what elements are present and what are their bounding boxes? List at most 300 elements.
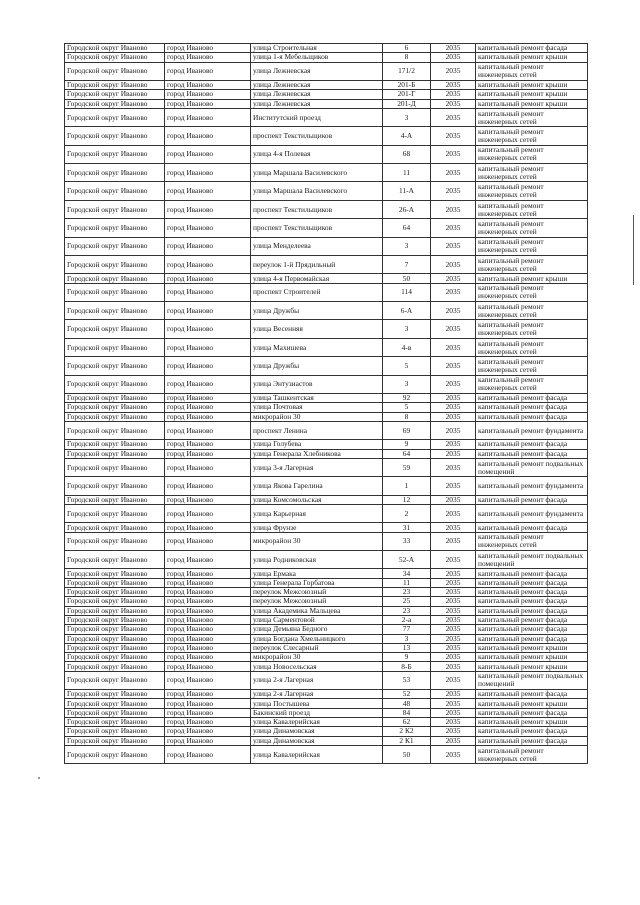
- year-cell: 2035: [431, 532, 476, 550]
- settlement-cell: город Иваново: [165, 458, 251, 476]
- settlement-cell: город Иваново: [165, 99, 251, 108]
- year-cell: 2035: [431, 164, 476, 182]
- street-cell: улица Фрунзе: [251, 523, 383, 532]
- year-cell: 2035: [431, 653, 476, 662]
- work-type-cell: капитальный ремонт подвальных помещений: [476, 458, 588, 476]
- municipality-cell: Городской округ Иваново: [65, 53, 165, 62]
- year-cell: 2035: [431, 690, 476, 699]
- house-number-cell: 50: [383, 745, 431, 763]
- year-cell: 2035: [431, 302, 476, 320]
- year-cell: 2035: [431, 523, 476, 532]
- municipality-cell: Городской округ Иваново: [65, 615, 165, 624]
- house-number-cell: 2: [383, 504, 431, 522]
- street-cell: переулок Межсоюзный: [251, 597, 383, 606]
- house-number-cell: 6: [383, 44, 431, 53]
- settlement-cell: город Иваново: [165, 662, 251, 671]
- municipality-cell: Городской округ Иваново: [65, 357, 165, 375]
- table-row: [65, 145, 588, 163]
- work-type-cell: капитальный ремонт инженерных сетей: [476, 182, 588, 200]
- work-type-cell: капитальный ремонт фасада: [476, 449, 588, 458]
- house-number-cell: 11: [383, 164, 431, 182]
- year-cell: 2035: [431, 495, 476, 504]
- settlement-cell: город Иваново: [165, 320, 251, 338]
- street-cell: улица Дружбы: [251, 302, 383, 320]
- settlement-cell: город Иваново: [165, 62, 251, 80]
- table-row: [65, 338, 588, 356]
- house-number-cell: 33: [383, 532, 431, 550]
- municipality-cell: Городской округ Иваново: [65, 108, 165, 126]
- work-type-cell: капитальный ремонт крыши: [476, 699, 588, 708]
- work-type-cell: капитальный ремонт фасада: [476, 597, 588, 606]
- year-cell: 2035: [431, 357, 476, 375]
- street-cell: микрорайон 30: [251, 653, 383, 662]
- settlement-cell: город Иваново: [165, 357, 251, 375]
- table-row: [65, 708, 588, 717]
- municipality-cell: Городской округ Иваново: [65, 634, 165, 643]
- year-cell: 2035: [431, 421, 476, 439]
- table-row: [65, 625, 588, 634]
- work-type-cell: капитальный ремонт инженерных сетей: [476, 302, 588, 320]
- year-cell: 2035: [431, 53, 476, 62]
- table-row: [65, 727, 588, 736]
- house-number-cell: 7: [383, 256, 431, 274]
- settlement-cell: город Иваново: [165, 108, 251, 126]
- document-page: [64, 43, 587, 764]
- table-row: [65, 237, 588, 255]
- work-type-cell: капитальный ремонт фасада: [476, 495, 588, 504]
- house-number-cell: 2 К1: [383, 736, 431, 745]
- municipality-cell: Городской округ Иваново: [65, 219, 165, 237]
- house-number-cell: 4-А: [383, 127, 431, 145]
- municipality-cell: Городской округ Иваново: [65, 440, 165, 449]
- house-number-cell: 201-Д: [383, 99, 431, 108]
- street-cell: улица Академика Мальцева: [251, 606, 383, 615]
- table-row: [65, 90, 588, 99]
- work-type-cell: капитальный ремонт фасада: [476, 606, 588, 615]
- settlement-cell: город Иваново: [165, 615, 251, 624]
- work-type-cell: капитальный ремонт инженерных сетей: [476, 200, 588, 218]
- year-cell: 2035: [431, 338, 476, 356]
- street-cell: Институтский проезд: [251, 108, 383, 126]
- street-cell: улица Лежневская: [251, 90, 383, 99]
- street-cell: улица Голубева: [251, 440, 383, 449]
- street-cell: улица Сарментовой: [251, 615, 383, 624]
- work-type-cell: капитальный ремонт фасада: [476, 690, 588, 699]
- table-row: [65, 643, 588, 652]
- year-cell: 2035: [431, 643, 476, 652]
- year-cell: 2035: [431, 394, 476, 403]
- house-number-cell: 48: [383, 699, 431, 708]
- year-cell: 2035: [431, 625, 476, 634]
- municipality-cell: Городской округ Иваново: [65, 495, 165, 504]
- house-number-cell: 53: [383, 671, 431, 689]
- municipality-cell: Городской округ Иваново: [65, 625, 165, 634]
- year-cell: 2035: [431, 708, 476, 717]
- municipality-cell: Городской округ Иваново: [65, 44, 165, 53]
- work-type-cell: капитальный ремонт крыши: [476, 80, 588, 89]
- year-cell: 2035: [431, 736, 476, 745]
- table-row: [65, 44, 588, 53]
- table-row: [65, 458, 588, 476]
- street-cell: улица Лежневская: [251, 80, 383, 89]
- settlement-cell: город Иваново: [165, 578, 251, 587]
- street-cell: улица Якова Гарелина: [251, 477, 383, 495]
- year-cell: 2035: [431, 569, 476, 578]
- municipality-cell: Городской округ Иваново: [65, 671, 165, 689]
- street-cell: улица Демьяна Бедного: [251, 625, 383, 634]
- settlement-cell: город Иваново: [165, 727, 251, 736]
- settlement-cell: город Иваново: [165, 421, 251, 439]
- house-number-cell: 9: [383, 440, 431, 449]
- house-number-cell: 23: [383, 588, 431, 597]
- year-cell: 2035: [431, 200, 476, 218]
- settlement-cell: город Иваново: [165, 736, 251, 745]
- house-number-cell: 2 К2: [383, 727, 431, 736]
- work-type-cell: капитальный ремонт инженерных сетей: [476, 219, 588, 237]
- settlement-cell: город Иваново: [165, 53, 251, 62]
- table-row: [65, 394, 588, 403]
- work-type-cell: капитальный ремонт фундамента: [476, 504, 588, 522]
- house-number-cell: 84: [383, 708, 431, 717]
- municipality-cell: Городской округ Иваново: [65, 736, 165, 745]
- year-cell: 2035: [431, 108, 476, 126]
- settlement-cell: город Иваново: [165, 504, 251, 522]
- street-cell: проспект Текстильщиков: [251, 200, 383, 218]
- municipality-cell: Городской округ Иваново: [65, 80, 165, 89]
- municipality-cell: Городской округ Иваново: [65, 449, 165, 458]
- table-row: [65, 671, 588, 689]
- year-cell: 2035: [431, 606, 476, 615]
- settlement-cell: город Иваново: [165, 671, 251, 689]
- table-row: [65, 256, 588, 274]
- settlement-cell: город Иваново: [165, 440, 251, 449]
- house-number-cell: 5: [383, 357, 431, 375]
- work-type-cell: капитальный ремонт инженерных сетей: [476, 283, 588, 301]
- year-cell: 2035: [431, 320, 476, 338]
- work-type-cell: капитальный ремонт фасада: [476, 727, 588, 736]
- work-type-cell: капитальный ремонт инженерных сетей: [476, 320, 588, 338]
- municipality-cell: Городской округ Иваново: [65, 504, 165, 522]
- table-row: [65, 449, 588, 458]
- table-row: [65, 523, 588, 532]
- settlement-cell: город Иваново: [165, 532, 251, 550]
- street-cell: улица Весенняя: [251, 320, 383, 338]
- work-type-cell: капитальный ремонт инженерных сетей: [476, 145, 588, 163]
- municipality-cell: Городской округ Иваново: [65, 578, 165, 587]
- table-row: [65, 477, 588, 495]
- table-row: [65, 532, 588, 550]
- street-cell: улица Динамовская: [251, 727, 383, 736]
- settlement-cell: город Иваново: [165, 80, 251, 89]
- house-number-cell: 8: [383, 53, 431, 62]
- table-row: [65, 302, 588, 320]
- work-type-cell: капитальный ремонт инженерных сетей: [476, 375, 588, 393]
- work-type-cell: капитальный ремонт инженерных сетей: [476, 237, 588, 255]
- table-row: [65, 375, 588, 393]
- table-row: [65, 718, 588, 727]
- municipality-cell: Городской округ Иваново: [65, 200, 165, 218]
- year-cell: 2035: [431, 615, 476, 624]
- house-number-cell: 92: [383, 394, 431, 403]
- year-cell: 2035: [431, 62, 476, 80]
- settlement-cell: город Иваново: [165, 718, 251, 727]
- table-row: [65, 653, 588, 662]
- house-number-cell: 201-Г: [383, 90, 431, 99]
- house-number-cell: 50: [383, 274, 431, 283]
- table-row: [65, 53, 588, 62]
- work-type-cell: капитальный ремонт крыши: [476, 90, 588, 99]
- municipality-cell: Городской округ Иваново: [65, 283, 165, 301]
- settlement-cell: город Иваново: [165, 449, 251, 458]
- work-type-cell: капитальный ремонт фасада: [476, 615, 588, 624]
- table-row: [65, 182, 588, 200]
- table-row: [65, 99, 588, 108]
- table-row: [65, 662, 588, 671]
- street-cell: улица Ермака: [251, 569, 383, 578]
- year-cell: 2035: [431, 90, 476, 99]
- house-number-cell: 25: [383, 597, 431, 606]
- municipality-cell: Городской округ Иваново: [65, 145, 165, 163]
- street-cell: улица 1-я Мебельщиков: [251, 53, 383, 62]
- year-cell: 2035: [431, 274, 476, 283]
- settlement-cell: город Иваново: [165, 182, 251, 200]
- settlement-cell: город Иваново: [165, 145, 251, 163]
- house-number-cell: 69: [383, 421, 431, 439]
- year-cell: 2035: [431, 458, 476, 476]
- year-cell: 2035: [431, 375, 476, 393]
- street-cell: улица 3-я Лагерная: [251, 458, 383, 476]
- municipality-cell: Городской округ Иваново: [65, 699, 165, 708]
- work-type-cell: капитальный ремонт крыши: [476, 718, 588, 727]
- settlement-cell: город Иваново: [165, 375, 251, 393]
- house-number-cell: 4-в: [383, 338, 431, 356]
- house-number-cell: 13: [383, 643, 431, 652]
- work-type-cell: капитальный ремонт фасада: [476, 736, 588, 745]
- work-type-cell: капитальный ремонт инженерных сетей: [476, 745, 588, 763]
- municipality-cell: Городской округ Иваново: [65, 375, 165, 393]
- settlement-cell: город Иваново: [165, 606, 251, 615]
- table-row: [65, 62, 588, 80]
- municipality-cell: Городской округ Иваново: [65, 237, 165, 255]
- municipality-cell: Городской округ Иваново: [65, 532, 165, 550]
- work-type-cell: капитальный ремонт подвальных помещений: [476, 551, 588, 569]
- street-cell: улица Строительная: [251, 44, 383, 53]
- street-cell: улица Лежневская: [251, 99, 383, 108]
- municipality-cell: Городской округ Иваново: [65, 164, 165, 182]
- settlement-cell: город Иваново: [165, 274, 251, 283]
- scan-edge-mark: [633, 215, 634, 285]
- settlement-cell: город Иваново: [165, 403, 251, 412]
- table-row: [65, 440, 588, 449]
- year-cell: 2035: [431, 127, 476, 145]
- municipality-cell: Городской округ Иваново: [65, 523, 165, 532]
- table-row: [65, 606, 588, 615]
- municipality-cell: Городской округ Иваново: [65, 718, 165, 727]
- settlement-cell: город Иваново: [165, 412, 251, 421]
- house-number-cell: 2-а: [383, 615, 431, 624]
- house-number-cell: 1: [383, 477, 431, 495]
- table-row: [65, 551, 588, 569]
- municipality-cell: Городской округ Иваново: [65, 745, 165, 763]
- municipality-cell: Городской округ Иваново: [65, 597, 165, 606]
- table-row: [65, 127, 588, 145]
- municipality-cell: Городской округ Иваново: [65, 256, 165, 274]
- table-row: [65, 634, 588, 643]
- municipality-cell: Городской округ Иваново: [65, 338, 165, 356]
- settlement-cell: город Иваново: [165, 597, 251, 606]
- street-cell: улица 2-я Лагерная: [251, 690, 383, 699]
- year-cell: 2035: [431, 256, 476, 274]
- settlement-cell: город Иваново: [165, 200, 251, 218]
- street-cell: улица Динамовская: [251, 736, 383, 745]
- street-cell: улица Богдана Хмельницкого: [251, 634, 383, 643]
- street-cell: улица Комсомольская: [251, 495, 383, 504]
- municipality-cell: Городской округ Иваново: [65, 551, 165, 569]
- work-type-cell: капитальный ремонт фасада: [476, 578, 588, 587]
- street-cell: улица Кавалерийская: [251, 718, 383, 727]
- house-number-cell: 114: [383, 283, 431, 301]
- year-cell: 2035: [431, 551, 476, 569]
- year-cell: 2035: [431, 699, 476, 708]
- work-type-cell: капитальный ремонт инженерных сетей: [476, 357, 588, 375]
- work-type-cell: капитальный ремонт фасада: [476, 588, 588, 597]
- table-row: [65, 403, 588, 412]
- municipality-cell: Городской округ Иваново: [65, 394, 165, 403]
- table-row: [65, 588, 588, 597]
- settlement-cell: город Иваново: [165, 690, 251, 699]
- settlement-cell: город Иваново: [165, 44, 251, 53]
- year-cell: 2035: [431, 99, 476, 108]
- work-type-cell: капитальный ремонт фасада: [476, 403, 588, 412]
- house-number-cell: 11: [383, 578, 431, 587]
- house-number-cell: 8: [383, 412, 431, 421]
- house-number-cell: 64: [383, 449, 431, 458]
- settlement-cell: город Иваново: [165, 283, 251, 301]
- street-cell: микрорайон 30: [251, 532, 383, 550]
- year-cell: 2035: [431, 477, 476, 495]
- year-cell: 2035: [431, 145, 476, 163]
- settlement-cell: город Иваново: [165, 653, 251, 662]
- street-cell: улица Кавалерийская: [251, 745, 383, 763]
- house-number-cell: 11-А: [383, 182, 431, 200]
- house-number-cell: 59: [383, 458, 431, 476]
- settlement-cell: город Иваново: [165, 625, 251, 634]
- street-cell: переулок 1-й Прядильный: [251, 256, 383, 274]
- settlement-cell: город Иваново: [165, 477, 251, 495]
- street-cell: улица Махишева: [251, 338, 383, 356]
- year-cell: 2035: [431, 671, 476, 689]
- work-type-cell: капитальный ремонт инженерных сетей: [476, 127, 588, 145]
- house-number-cell: 3: [383, 237, 431, 255]
- municipality-cell: Городской округ Иваново: [65, 412, 165, 421]
- table-row: [65, 274, 588, 283]
- settlement-cell: город Иваново: [165, 127, 251, 145]
- municipality-cell: Городской округ Иваново: [65, 588, 165, 597]
- municipality-cell: Городской округ Иваново: [65, 458, 165, 476]
- municipality-cell: Городской округ Иваново: [65, 62, 165, 80]
- year-cell: 2035: [431, 745, 476, 763]
- settlement-cell: город Иваново: [165, 90, 251, 99]
- table-row: [65, 504, 588, 522]
- house-number-cell: 23: [383, 606, 431, 615]
- settlement-cell: город Иваново: [165, 164, 251, 182]
- year-cell: 2035: [431, 237, 476, 255]
- year-cell: 2035: [431, 283, 476, 301]
- repair-schedule-table: [64, 43, 588, 764]
- street-cell: проспект Текстильщиков: [251, 127, 383, 145]
- municipality-cell: Городской округ Иваново: [65, 127, 165, 145]
- street-cell: улица Карьерная: [251, 504, 383, 522]
- street-cell: улица 2-я Лагерная: [251, 671, 383, 689]
- municipality-cell: Городской округ Иваново: [65, 302, 165, 320]
- house-number-cell: 31: [383, 523, 431, 532]
- settlement-cell: город Иваново: [165, 302, 251, 320]
- table-row: [65, 357, 588, 375]
- work-type-cell: капитальный ремонт крыши: [476, 274, 588, 283]
- settlement-cell: город Иваново: [165, 394, 251, 403]
- municipality-cell: Городской округ Иваново: [65, 320, 165, 338]
- year-cell: 2035: [431, 440, 476, 449]
- work-type-cell: капитальный ремонт инженерных сетей: [476, 256, 588, 274]
- settlement-cell: город Иваново: [165, 588, 251, 597]
- municipality-cell: Городской округ Иваново: [65, 653, 165, 662]
- year-cell: 2035: [431, 718, 476, 727]
- house-number-cell: 12: [383, 495, 431, 504]
- settlement-cell: город Иваново: [165, 219, 251, 237]
- work-type-cell: капитальный ремонт инженерных сетей: [476, 532, 588, 550]
- year-cell: 2035: [431, 219, 476, 237]
- house-number-cell: 52-А: [383, 551, 431, 569]
- scan-speck: [38, 777, 40, 779]
- year-cell: 2035: [431, 662, 476, 671]
- street-cell: улица Маршала Василевского: [251, 182, 383, 200]
- municipality-cell: Городской округ Иваново: [65, 708, 165, 717]
- house-number-cell: 68: [383, 145, 431, 163]
- settlement-cell: город Иваново: [165, 643, 251, 652]
- street-cell: улица Энтузиастов: [251, 375, 383, 393]
- year-cell: 2035: [431, 449, 476, 458]
- work-type-cell: капитальный ремонт инженерных сетей: [476, 338, 588, 356]
- municipality-cell: Городской округ Иваново: [65, 274, 165, 283]
- house-number-cell: 34: [383, 569, 431, 578]
- street-cell: улица Лежневская: [251, 62, 383, 80]
- work-type-cell: капитальный ремонт фундамента: [476, 421, 588, 439]
- house-number-cell: 77: [383, 625, 431, 634]
- year-cell: 2035: [431, 597, 476, 606]
- year-cell: 2035: [431, 182, 476, 200]
- table-row: [65, 108, 588, 126]
- settlement-cell: город Иваново: [165, 634, 251, 643]
- work-type-cell: капитальный ремонт крыши: [476, 662, 588, 671]
- work-type-cell: капитальный ремонт инженерных сетей: [476, 164, 588, 182]
- work-type-cell: капитальный ремонт фасада: [476, 440, 588, 449]
- street-cell: улица Менделеева: [251, 237, 383, 255]
- year-cell: 2035: [431, 588, 476, 597]
- work-type-cell: капитальный ремонт крыши: [476, 653, 588, 662]
- street-cell: переулок Слесарный: [251, 643, 383, 652]
- year-cell: 2035: [431, 403, 476, 412]
- street-cell: улица 4-я Первомайская: [251, 274, 383, 283]
- work-type-cell: капитальный ремонт фундамента: [476, 477, 588, 495]
- table-row: [65, 320, 588, 338]
- table-row: [65, 615, 588, 624]
- table-row: [65, 699, 588, 708]
- street-cell: улица Маршала Василевского: [251, 164, 383, 182]
- house-number-cell: 171/2: [383, 62, 431, 80]
- street-cell: улица Почтовая: [251, 403, 383, 412]
- table-row: [65, 421, 588, 439]
- year-cell: 2035: [431, 634, 476, 643]
